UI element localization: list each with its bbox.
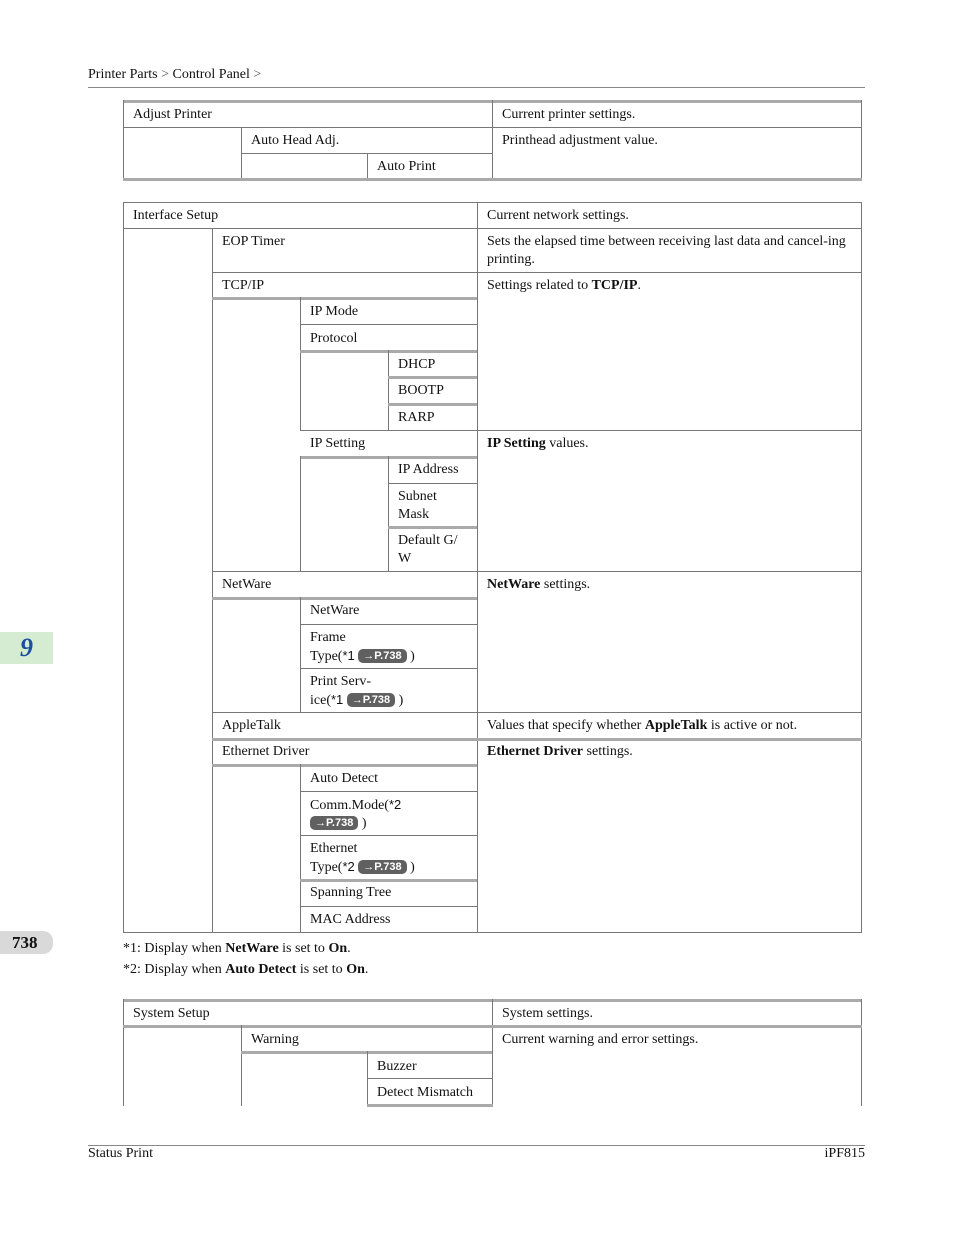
page-number: 738: [0, 931, 53, 954]
footnote-2: *2: Display when Auto Detect is set to On.: [123, 962, 369, 977]
tcpip-label: TCP/IP: [222, 278, 265, 293]
ip-setting-desc: IP Setting values.: [487, 436, 589, 451]
netware-sub-label: NetWare: [310, 603, 360, 618]
detect-mismatch-label: Detect Mismatch: [377, 1085, 474, 1100]
footnotes: [123, 938, 368, 980]
adjust-printer-desc: Current printer settings.: [502, 107, 636, 122]
mac-address-label: MAC Address: [310, 912, 391, 927]
ethernet-driver-label: Ethernet Driver: [222, 744, 310, 759]
eop-timer-label: EOP Timer: [222, 234, 285, 249]
auto-head-adj-label: Auto Head Adj.: [251, 133, 340, 148]
interface-setup-label: Interface Setup: [133, 208, 219, 223]
auto-print-label: Auto Print: [377, 159, 436, 174]
ip-address-label: IP Address: [398, 462, 459, 477]
chapter-tab[interactable]: 9: [0, 632, 53, 664]
breadcrumb-control-panel[interactable]: Control Panel: [172, 67, 250, 82]
buzzer-label: Buzzer: [377, 1059, 417, 1074]
breadcrumb-separator: >: [161, 67, 170, 82]
header-rule: [88, 87, 865, 88]
default-gw-label: Default G/ W: [398, 533, 458, 566]
netware-desc: NetWare settings.: [487, 577, 591, 592]
print-service-label: Print Serv- ice(*1 →P.738 ): [310, 674, 404, 708]
ethernet-type-label: Ethernet Type(*2 →P.738 ): [310, 841, 415, 875]
comm-mode-label: Comm.Mode(*2 →P.738 ): [310, 797, 402, 831]
tcpip-desc: Settings related to TCP/IP.: [487, 278, 641, 293]
warning-desc: Current warning and error settings.: [502, 1032, 699, 1047]
warning-label: Warning: [251, 1032, 299, 1047]
breadcrumb: [88, 67, 261, 83]
spanning-tree-label: Spanning Tree: [310, 885, 392, 900]
rarp-label: RARP: [398, 410, 435, 425]
auto-head-adj-desc: Printhead adjustment value.: [502, 133, 658, 148]
footnote-1: *1: Display when NetWare is set to On.: [123, 941, 351, 956]
footer-section-title: Status Print: [88, 1146, 153, 1161]
ethernet-driver-desc: Ethernet Driver settings.: [487, 744, 633, 759]
system-setup-label: System Setup: [133, 1006, 210, 1021]
appletalk-label: AppleTalk: [222, 718, 281, 733]
netware-label: NetWare: [222, 577, 272, 592]
breadcrumb-separator: >: [253, 67, 262, 82]
auto-detect-label: Auto Detect: [310, 771, 379, 786]
page-reference-link[interactable]: →P.738: [310, 816, 358, 830]
page-reference-link[interactable]: →P.738: [358, 649, 406, 663]
ip-setting-label: IP Setting: [310, 436, 366, 451]
footer-rule: [88, 1145, 865, 1146]
ip-mode-label: IP Mode: [310, 304, 359, 319]
breadcrumb-printer-parts[interactable]: Printer Parts: [88, 67, 158, 82]
dhcp-label: DHCP: [398, 357, 436, 372]
page-reference-link[interactable]: →P.738: [347, 693, 395, 707]
appletalk-desc: Values that specify whether AppleTalk is active or not.: [487, 718, 798, 733]
interface-setup-desc: Current network settings.: [487, 208, 629, 223]
page-reference-link[interactable]: →P.738: [358, 860, 406, 874]
system-setup-desc: System settings.: [502, 1006, 594, 1021]
subnet-mask-label: Subnet Mask: [398, 489, 437, 522]
eop-timer-desc: Sets the elapsed time between receiving last data and cancel-ing printing.: [487, 234, 846, 267]
frame-type-label: Frame Type(*1 →P.738 ): [310, 630, 415, 664]
footer-model-name: iPF815: [824, 1146, 865, 1161]
protocol-label: Protocol: [310, 331, 358, 346]
adjust-printer-label: Adjust Printer: [133, 107, 212, 122]
bootp-label: BOOTP: [398, 383, 444, 398]
